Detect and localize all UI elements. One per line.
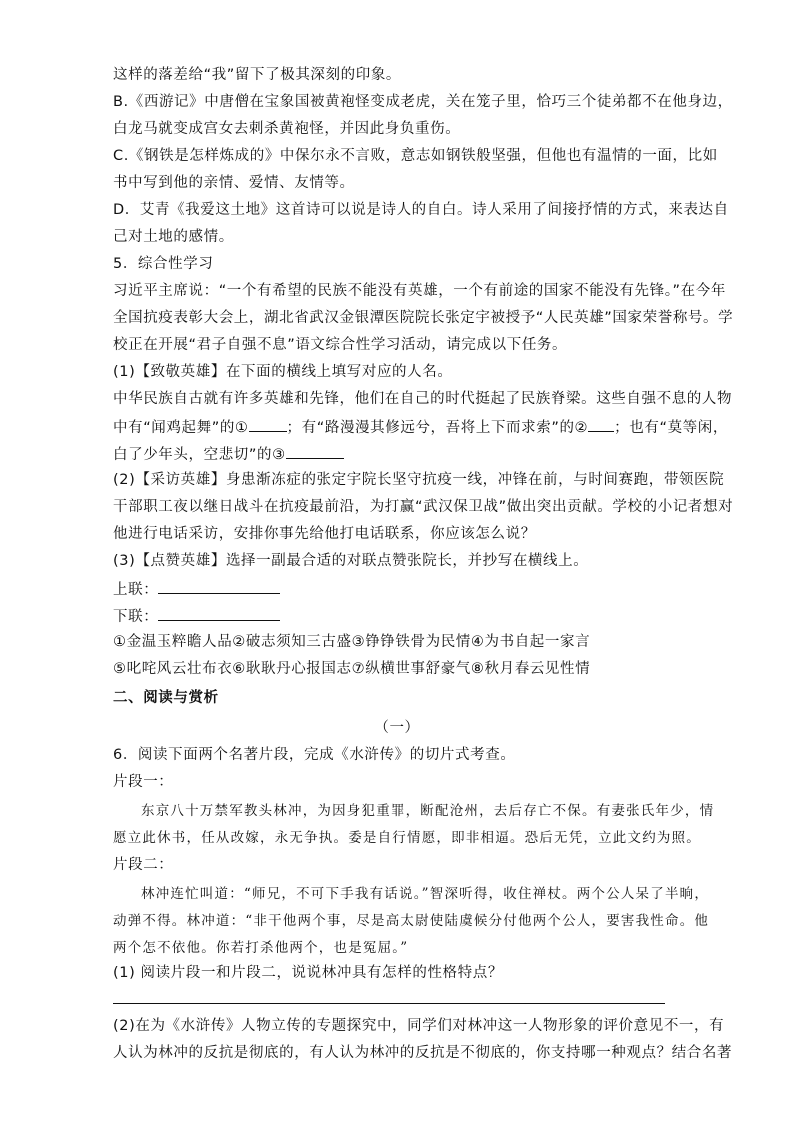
upper-couplet-blank[interactable] bbox=[158, 579, 280, 594]
text-line: 己对土地的感情。 bbox=[113, 229, 234, 245]
answer-blank-2[interactable] bbox=[588, 417, 614, 432]
text-line: 这样的落差给“我”留下了极其深刻的印象。 bbox=[113, 67, 402, 83]
answer-blank-3[interactable] bbox=[286, 444, 344, 459]
question-5-title: 5．综合性学习 bbox=[113, 256, 214, 272]
text-line: 书中写到他的亲情、爱情、友情等。 bbox=[113, 175, 355, 191]
fill-blank-line bbox=[113, 444, 344, 464]
section-heading: 二、阅读与赏析 bbox=[113, 690, 219, 706]
subquestion-6-2: (2)在为《水浒传》人物立传的专题探究中，同学们对林冲这一人物形象的评价意见不一，有 bbox=[113, 1018, 725, 1034]
text-segment: 中有“闻鸡起舞”的① bbox=[113, 420, 249, 436]
text-line: 全国抗疫表彰大会上，湖北省武汉金银潭医院院长张定宇被授予“人民英雄”国家荣誉称号。学 bbox=[113, 310, 734, 326]
lower-couplet-line bbox=[113, 606, 280, 626]
option-d-line: D．艾青《我爱这土地》这首诗可以说是诗人的自白。诗人采用了间接抒情的方式，来表达自 bbox=[113, 202, 729, 218]
option-b-line: B.《西游记》中唐僧在宝象国被黄袍怪变成老虎，关在笼子里，恰巧三个徒弟都不在他身边， bbox=[113, 94, 733, 110]
text-line: 白龙马就变成宫女去刺杀黄袍怪，并因此身负重伤。 bbox=[113, 121, 461, 137]
excerpt-1-label: 片段一： bbox=[113, 774, 174, 790]
lower-couplet-blank[interactable] bbox=[158, 606, 280, 621]
text-line: 校正在开展“君子自强不息”语文综合性学习活动，请完成以下任务。 bbox=[113, 337, 568, 353]
subquestion-1: (1)【致敬英雄】在下面的横线上填写对应的人名。 bbox=[113, 364, 453, 380]
subsection-number: （一） bbox=[374, 720, 420, 736]
couplet-options: ①金温玉粹瞻人品②破志须知三古盛③铮铮铁骨为民情④为书自起一家言 bbox=[113, 634, 591, 650]
couplet-options: ⑤叱咤风云壮布衣⑥耿耿丹心报国志⑦纵横世事舒豪气⑧秋月春云见性情 bbox=[113, 661, 591, 677]
question-6-title: 6．阅读下面两个名著片段，完成《水浒传》的切片式考查。 bbox=[113, 747, 516, 763]
excerpt-2-label: 片段二： bbox=[113, 857, 174, 873]
excerpt-text: 两个怎不依他。你若打杀他两个，也是冤屈。” bbox=[113, 940, 409, 956]
text-line: 中华民族自古就有许多英雄和先锋，他们在自己的时代挺起了民族脊梁。这些自强不息的人物 bbox=[113, 391, 733, 407]
excerpt-text: 愿立此休书，任从改嫁，永无争执。委是自行情愿，即非相逼。恐后无凭，立此文约为照。 bbox=[113, 830, 701, 846]
excerpt-text: 动弹不得。林冲道：“非干他两个事，尽是高太尉使陆虞候分付他两个公人，要害我性命。他 bbox=[113, 913, 710, 929]
subquestion-2: (2)【采访英雄】身患渐冻症的张定宇院长坚守抗疫一线，冲锋在前，与时间赛跑，带领医院 bbox=[113, 472, 725, 488]
subquestion-3: (3)【点赞英雄】选择一副最合适的对联点赞张院长，并抄写在横线上。 bbox=[113, 553, 589, 569]
text-line: 习近平主席说：“一个有希望的民族不能没有英雄，一个有前途的国家不能没有先锋。”在今年 bbox=[113, 283, 726, 299]
subquestion-6-1: (1) 阅读片段一和片段二，说说林冲具有怎样的性格特点？ bbox=[113, 965, 503, 981]
upper-couplet-label: 上联： bbox=[113, 582, 159, 598]
text-segment: ；有“路漫漫其修远兮，吾将上下而求索”的② bbox=[286, 420, 589, 436]
lower-couplet-label: 下联： bbox=[113, 609, 159, 625]
option-c-line: C.《钢铁是怎样炼成的》中保尔永不言败，意志如钢铁般坚强，但他也有温情的一面，比如 bbox=[113, 148, 718, 164]
text-line: 人认为林冲的反抗是彻底的，有人认为林冲的反抗是不彻底的，你支持哪一种观点？结合名著 bbox=[113, 1045, 733, 1061]
upper-couplet-line bbox=[113, 579, 280, 599]
answer-line[interactable] bbox=[113, 1003, 665, 1004]
excerpt-text: 东京八十万禁军教头林冲，为因身犯重罪，断配沧州，去后存亡不保。有妻张氏年少，情 bbox=[141, 803, 715, 819]
text-segment: 白了少年头，空悲切”的③ bbox=[113, 447, 286, 463]
excerpt-text: 林冲连忙叫道：“师兄，不可下手我有话说。”智深听得，收住禅杖。两个公人呆了半晌， bbox=[141, 886, 710, 902]
text-segment: ；也有“莫等闲， bbox=[614, 420, 728, 436]
fill-blank-line bbox=[113, 417, 728, 437]
text-line: 干部职工夜以继日战斗在抗疫最前沿，为打赢“武汉保卫战”做出突出贡献。学校的小记者想对 bbox=[113, 499, 734, 515]
text-line: 他进行电话采访，安排你事先给他打电话联系，你应该怎么说？ bbox=[113, 526, 536, 542]
answer-blank-1[interactable] bbox=[249, 417, 287, 432]
